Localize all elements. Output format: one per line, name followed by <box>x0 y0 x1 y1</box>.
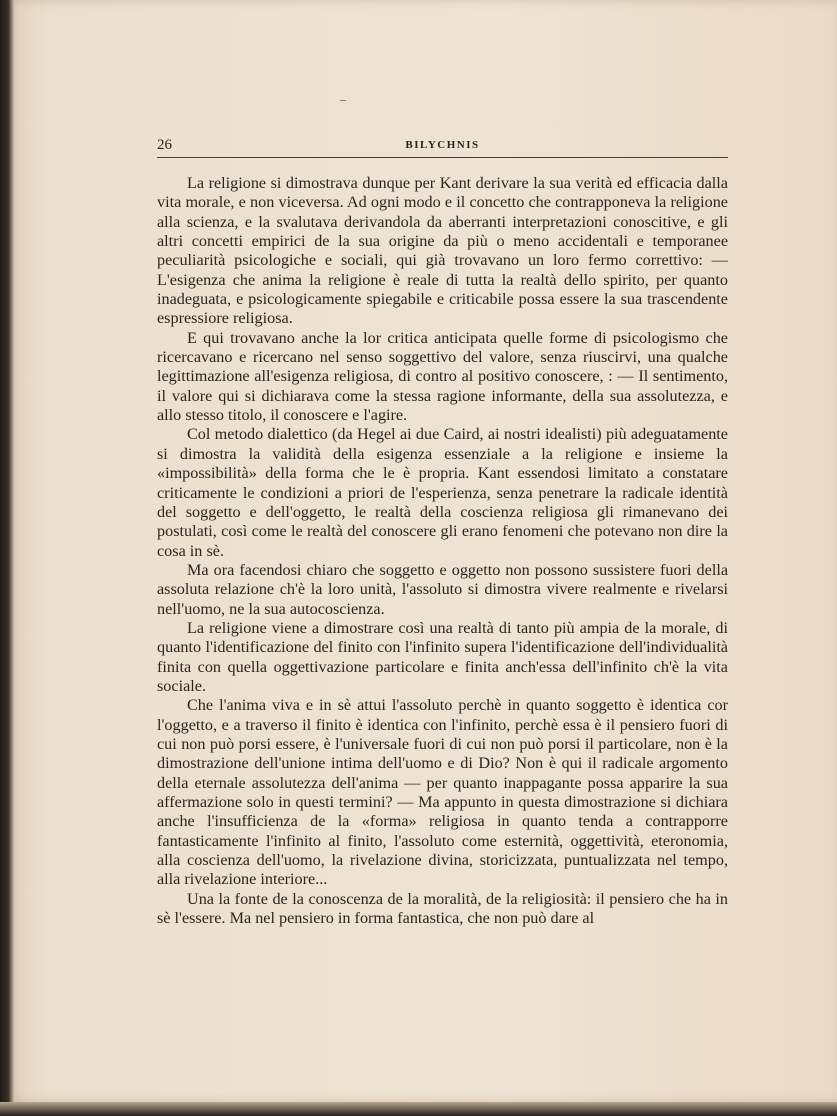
page-header <box>157 137 728 159</box>
header-rule <box>157 157 728 158</box>
paragraph: Una la fonte de la conoscenza de la moralità, de la religiosità: il pensiero che ha in sè l'essere. Ma nel pensiero in forma fantastica, che non può dare al <box>157 889 728 928</box>
paper-mark <box>340 100 346 101</box>
body-text <box>157 174 728 928</box>
paragraph: La religione viene a dimostrare così una realtà di tanto più ampia de la morale, di quanto l'identificazione del finito con l'infinito supera l'identificazione dell'individualità finita con quella oggettivazione particolare e finita anch'essa dell'infinito ch'è la vita sociale. <box>157 618 728 695</box>
running-head: BILYCHNIS <box>405 139 480 151</box>
paragraph: Che l'anima viva e in sè attui l'assoluto perchè in quanto soggetto è identica cor l'oggetto, e a traverso il finito è identica con l'infinito, perchè essa è il pensiero fuori di cui non può porsi essere, è l'universale fuori di cui non può porsi il particolare, non è la dimostrazione dell'unione intima dell'uomo e di Dio? Non è qui il radicale argomento della eternale assolutezza dell'anima — per quanto inappagante possa apparire la sua affermazione solo in questi termini? — Ma appunto in questa dimostrazione si dichiara anche l'insufficienza de la «forma» religiosa in quanto tenda a contrapporre fantasticamente l'infinito al finito, l'assoluto come esternità, oggettività, eteronomia, alla coscienza dell'uomo, la rivelazione divina, storicizzata, puntualizzata nel tempo, alla rivelazione interiore... <box>157 696 728 889</box>
page-bottom-edge <box>0 1102 837 1116</box>
paragraph: E qui trovavano anche la lor critica anticipata quelle forme di psicologismo che ricercavano e ricercano nel senso soggettivo del valore, senza riuscirvi, una qualche legittimazione all'esigenza religiosa, di contro al positivo conoscere, : — Il sentimento, il valore qui si dichiarava come la stessa ragione informante, della sua assolutezza, e allo stesso titolo, il conoscere e l'agire. <box>157 328 728 425</box>
binding-edge <box>0 0 14 1116</box>
paragraph: Col metodo dialettico (da Hegel ai due Caird, ai nostri idealisti) più adeguatamente si dimostra la validità della esigenza essenziale a la religione e insieme la «impossibilità» della forma che le è propria. Kant essendosi limitato a constatare criticamente le condizioni a priori de l'esperienza, senza penetrare la radicale identità del soggetto e dell'oggetto, le realtà della coscienza religiosa gli rimanevano dei postulati, così come le realtà del conoscere gli erano fenomeni che potevano non dire la cosa in sè. <box>157 425 728 560</box>
page-number: 26 <box>157 137 172 153</box>
paragraph: Ma ora facendosi chiaro che soggetto e oggetto non possono sussistere fuori della assoluta relazione ch'è la loro unità, l'assoluto si dimostra vivere realmente e rivelarsi nell'uomo, ne la sua autocoscienza. <box>157 560 728 618</box>
paragraph: La religione si dimostrava dunque per Kant derivare la sua verità ed efficacia dalla vita morale, e non viceversa. Ad ogni modo e il concetto che contrapponeva la religione alla scienza, e la svalutava derivandola da aberranti interpretazioni conoscitive, e gli altri concetti empirici de la sua origine da più o meno accidentali e temporanee peculiarità psicologiche e sociali, qui già trovavano un loro fermo correttivo: — L'esigenza che anima la religione è reale di tutta la realtà dello spirito, per quanto inadeguata, e psicologicamente spiegabile e criticabile possa essere la sua trascendente espressiore religiosa. <box>157 174 728 328</box>
